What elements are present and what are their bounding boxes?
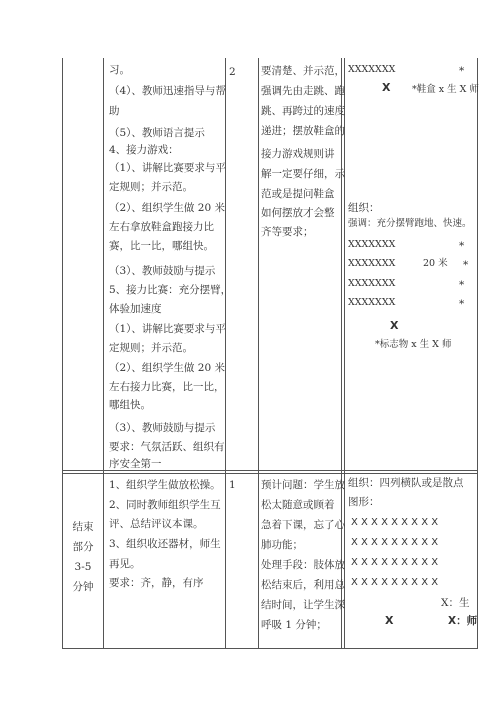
student-legend: X：生	[441, 597, 470, 609]
formation-row: XXXXXXX	[348, 278, 396, 289]
requirement-line: 松结束后，利用总	[261, 579, 345, 591]
process-line: （4）、教师迅速指导与帮	[109, 85, 226, 97]
process-line: 哪组快。	[109, 399, 151, 411]
requirement-line: 解一定要仔细，示	[261, 168, 345, 180]
formation-row: X X X X X X X X X	[351, 537, 439, 548]
process-line: 5、接力比赛：充分摆臂，	[109, 284, 232, 296]
process-line: 左右拿放鞋盒跑接力比	[109, 221, 214, 233]
process-line: 4、接力游戏：	[109, 144, 179, 156]
cone-marker: *	[463, 259, 469, 271]
table-bottom-border	[62, 648, 478, 649]
requirement-line: 接力游戏规则讲	[261, 148, 335, 160]
org-line: 组织：四列横队或是散点	[348, 477, 464, 489]
process-line: （5）、教师语言提示	[109, 127, 205, 139]
column-divider-1	[103, 58, 104, 649]
process-line: （1）、讲解比赛要求与平	[109, 162, 226, 174]
section-label-line: 分钟	[72, 581, 94, 593]
formation-row: XXXXXXX	[348, 239, 396, 250]
column-divider-3	[258, 58, 259, 649]
formation-row: XXXXXXX	[348, 64, 396, 75]
process-line: 序安全第一	[109, 458, 162, 470]
requirement-line: 呼吸 1 分钟；	[261, 619, 327, 631]
formation-row: X X X X X X X X X	[351, 517, 439, 528]
process-line: 习。	[109, 64, 130, 76]
process-line: 2、同时教师组织学生互	[109, 499, 221, 511]
shoebox-legend: *鞋盒 x 生 X 师	[412, 84, 479, 95]
column-divider-2	[225, 58, 226, 649]
process-line: （1）、讲解比赛要求与平	[109, 323, 226, 335]
emphasis-note: 强调：充分摆臂跑地、快速。	[348, 218, 472, 229]
teacher-position-marker: X	[390, 319, 399, 332]
requirement-line: 预计问题：学生放	[261, 479, 345, 491]
requirement-line: 要清楚、并示范，	[261, 65, 345, 77]
process-line: 定规则；并示范。	[109, 181, 193, 193]
section-label-line: 结束	[72, 521, 94, 533]
process-line: 要求：气氛活跃、组织有	[109, 441, 225, 453]
process-line: （2）、组织学生做 20 米	[109, 362, 225, 374]
formation-row: X X X X X X X X X	[351, 577, 439, 588]
section-label-line: 部分	[72, 541, 94, 553]
requirement-line: 齐等要求；	[261, 226, 314, 238]
row-divider-b	[62, 473, 478, 474]
distance-label: 20 米	[423, 258, 448, 269]
process-line: 定规则；并示范。	[109, 342, 193, 354]
cone-marker: *	[459, 298, 465, 310]
org-line: 图形：	[348, 496, 380, 508]
process-line: 左右接力比赛，比一比，	[109, 381, 225, 393]
process-line: 赛，比一比，哪组快。	[109, 240, 214, 252]
teacher-position-marker: X	[385, 614, 394, 627]
marker-legend: *标志物 x 生 X 师	[375, 339, 452, 350]
teacher-legend: X：师	[448, 615, 478, 627]
cone-marker: *	[459, 65, 465, 77]
requirement-line: 如何摆放才会整	[261, 207, 335, 219]
process-line: （3）、教师鼓励与提示	[109, 265, 216, 277]
process-line: 体验加速度	[109, 303, 162, 315]
requirement-line: 递进；摆放鞋盒的	[261, 125, 345, 137]
requirement-line: 范或是提问鞋盒	[261, 188, 335, 200]
process-line: 要求：齐，静，有序	[109, 577, 204, 589]
cone-marker: *	[459, 279, 465, 291]
requirement-line: 松太随意或顾着	[261, 499, 335, 511]
requirement-line: 肺功能；	[261, 539, 303, 551]
process-line: 助	[109, 105, 120, 117]
requirement-line: 结时间，让学生深	[261, 599, 345, 611]
process-line: （2）、组织学生做 20 米	[109, 202, 225, 214]
teacher-position-marker: X	[382, 81, 391, 94]
formation-row: X X X X X X X X X	[351, 557, 439, 568]
process-line: 3、组织收还器材，师生	[109, 538, 221, 550]
upper-count: 2	[229, 66, 236, 78]
requirement-line: 跳、再跨过的速度	[261, 105, 345, 117]
requirement-line: 强调先由走跳、跑	[261, 85, 345, 97]
formation-row: XXXXXXX	[348, 297, 396, 308]
cone-marker: *	[459, 240, 465, 252]
org-label: 组织：	[348, 202, 380, 214]
section-label-line: 3-5	[74, 561, 92, 573]
requirement-line: 急着下课，忘了心	[261, 519, 345, 531]
lower-count: 1	[229, 479, 236, 491]
table-right-border	[477, 58, 478, 649]
process-line: 再见。	[109, 558, 141, 570]
formation-row: XXXXXXX	[348, 258, 396, 269]
requirement-line: 处理手段：肢体放	[261, 559, 345, 571]
process-line: 1、组织学生做放松操。	[109, 479, 221, 491]
process-line: 评、总结评议本课。	[109, 518, 204, 530]
process-line: （3）、教师鼓励与提示	[109, 422, 216, 434]
